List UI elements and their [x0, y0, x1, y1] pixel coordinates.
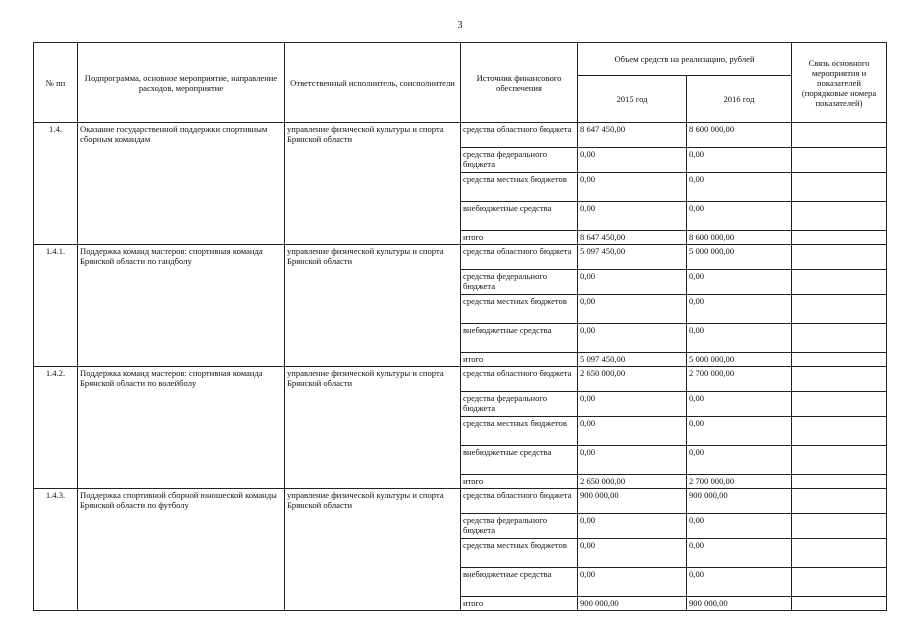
table-row: [34, 123, 887, 148]
indicator-link-cell: [792, 173, 887, 202]
header-program: Подпрограмма, основное мероприятие, направление расходов, мероприятие: [78, 43, 285, 123]
indicator-link-cell: [792, 446, 887, 475]
funding-source: средства областного бюджета: [461, 245, 578, 270]
indicator-link-cell: [792, 353, 887, 367]
section-executor: управление физической культуры и спорта Брянской области: [285, 123, 461, 245]
value-2016: 0,00: [687, 173, 792, 202]
value-2016: 0,00: [687, 202, 792, 231]
total-2016: 8 600 000,00: [687, 231, 792, 245]
total-label: итого: [461, 475, 578, 489]
indicator-link-cell: [792, 367, 887, 392]
section-number: 1.4.: [34, 123, 78, 245]
value-2016: 0,00: [687, 295, 792, 324]
value-2015: 900 000,00: [578, 489, 687, 514]
section-number: 1.4.2.: [34, 367, 78, 489]
value-2016: 0,00: [687, 568, 792, 597]
table-body: [34, 123, 887, 611]
funding-source: средства местных бюджетов: [461, 295, 578, 324]
funding-table: [33, 42, 887, 611]
header-source: Источник финансового обеспечения: [461, 43, 578, 123]
indicator-link-cell: [792, 392, 887, 417]
section-executor: управление физической культуры и спорта Брянской области: [285, 367, 461, 489]
value-2015: 0,00: [578, 514, 687, 539]
value-2015: 2 650 000,00: [578, 367, 687, 392]
total-2015: 5 097 450,00: [578, 353, 687, 367]
funding-source: средства местных бюджетов: [461, 539, 578, 568]
value-2016: 900 000,00: [687, 489, 792, 514]
funding-source: средства местных бюджетов: [461, 173, 578, 202]
indicator-link-cell: [792, 231, 887, 245]
header-link: Связь основного мероприятия и показателей (порядковые номера показателей): [792, 43, 887, 123]
table-row: [34, 245, 887, 270]
funding-source: средства областного бюджета: [461, 489, 578, 514]
total-2015: 8 647 450,00: [578, 231, 687, 245]
funding-source: внебюджетные средства: [461, 568, 578, 597]
value-2016: 0,00: [687, 446, 792, 475]
indicator-link-cell: [792, 539, 887, 568]
value-2016: 0,00: [687, 417, 792, 446]
indicator-link-cell: [792, 148, 887, 173]
value-2016: 5 000 000,00: [687, 245, 792, 270]
header-year-2015: 2015 год: [578, 76, 687, 123]
indicator-link-cell: [792, 597, 887, 611]
section-description: Поддержка команд мастеров: спортивная команда Брянской области по волейболу: [78, 367, 285, 489]
value-2016: 0,00: [687, 324, 792, 353]
indicator-link-cell: [792, 417, 887, 446]
section-executor: управление физической культуры и спорта Брянской области: [285, 489, 461, 611]
section-number: 1.4.1.: [34, 245, 78, 367]
section-number: 1.4.3.: [34, 489, 78, 611]
total-2016: 2 700 000,00: [687, 475, 792, 489]
value-2016: 0,00: [687, 514, 792, 539]
section-description: Поддержка команд мастеров: спортивная команда Брянской области по гандболу: [78, 245, 285, 367]
funding-source: средства федерального бюджета: [461, 148, 578, 173]
value-2016: 0,00: [687, 270, 792, 295]
indicator-link-cell: [792, 123, 887, 148]
indicator-link-cell: [792, 324, 887, 353]
indicator-link-cell: [792, 245, 887, 270]
value-2016: 0,00: [687, 539, 792, 568]
header-funds: Объем средств на реализацию, рублей: [578, 43, 792, 76]
value-2015: 0,00: [578, 539, 687, 568]
header-executor: Ответственный исполнитель, соисполнители: [285, 43, 461, 123]
value-2015: 0,00: [578, 568, 687, 597]
total-2016: 5 000 000,00: [687, 353, 792, 367]
value-2016: 8 600 000,00: [687, 123, 792, 148]
table-row: [34, 489, 887, 514]
value-2015: 5 097 450,00: [578, 245, 687, 270]
funding-source: средства федерального бюджета: [461, 514, 578, 539]
total-2015: 2 650 000,00: [578, 475, 687, 489]
value-2015: 0,00: [578, 202, 687, 231]
header-num: № пп: [34, 43, 78, 123]
funding-source: средства областного бюджета: [461, 367, 578, 392]
funding-source: внебюджетные средства: [461, 446, 578, 475]
funding-source: средства федерального бюджета: [461, 392, 578, 417]
indicator-link-cell: [792, 475, 887, 489]
value-2015: 0,00: [578, 295, 687, 324]
value-2015: 0,00: [578, 270, 687, 295]
funding-source: внебюджетные средства: [461, 202, 578, 231]
value-2015: 0,00: [578, 417, 687, 446]
funding-source: средства местных бюджетов: [461, 417, 578, 446]
total-2015: 900 000,00: [578, 597, 687, 611]
indicator-link-cell: [792, 295, 887, 324]
value-2015: 0,00: [578, 173, 687, 202]
section-description: Оказание государственной поддержки спортивным сборным командам: [78, 123, 285, 245]
funding-source: средства областного бюджета: [461, 123, 578, 148]
total-2016: 900 000,00: [687, 597, 792, 611]
funding-source: внебюджетные средства: [461, 324, 578, 353]
funding-source: средства федерального бюджета: [461, 270, 578, 295]
header-row: [34, 43, 887, 76]
header-year-2016: 2016 год: [687, 76, 792, 123]
value-2016: 2 700 000,00: [687, 367, 792, 392]
total-label: итого: [461, 353, 578, 367]
value-2015: 0,00: [578, 324, 687, 353]
total-label: итого: [461, 597, 578, 611]
value-2015: 8 647 450,00: [578, 123, 687, 148]
value-2016: 0,00: [687, 392, 792, 417]
indicator-link-cell: [792, 202, 887, 231]
value-2015: 0,00: [578, 446, 687, 475]
value-2016: 0,00: [687, 148, 792, 173]
indicator-link-cell: [792, 270, 887, 295]
section-executor: управление физической культуры и спорта Брянской области: [285, 245, 461, 367]
value-2015: 0,00: [578, 148, 687, 173]
page-number: 3: [457, 20, 463, 31]
table-row: [34, 367, 887, 392]
indicator-link-cell: [792, 568, 887, 597]
total-label: итого: [461, 231, 578, 245]
section-description: Поддержка спортивной сборной юношеской команды Брянской области по футболу: [78, 489, 285, 611]
indicator-link-cell: [792, 489, 887, 514]
value-2015: 0,00: [578, 392, 687, 417]
indicator-link-cell: [792, 514, 887, 539]
